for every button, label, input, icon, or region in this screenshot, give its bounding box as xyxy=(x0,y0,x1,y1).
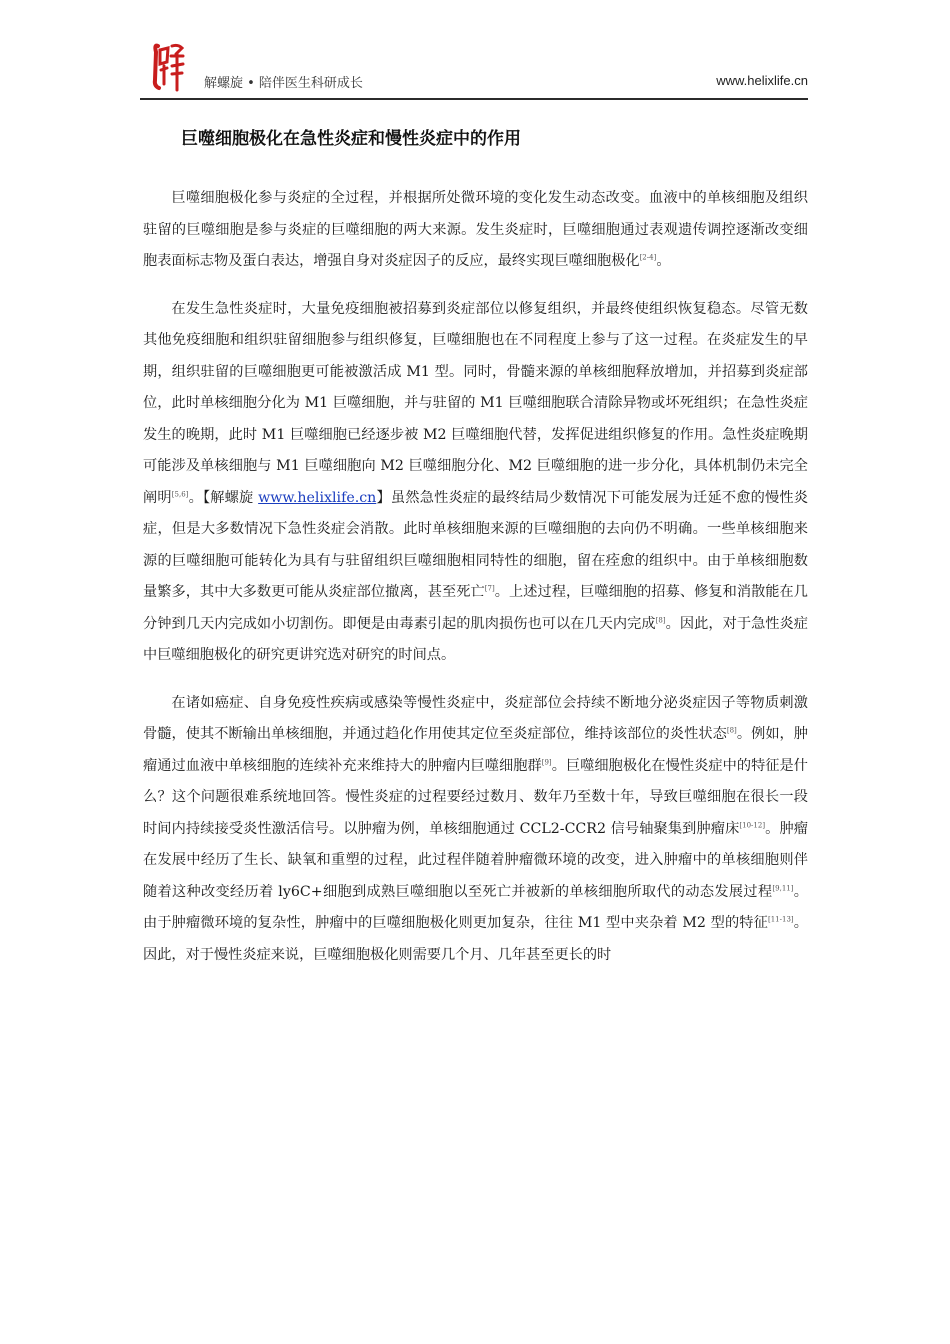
site-url[interactable]: www.helixlife.cn xyxy=(716,73,808,88)
paragraph-3: 在诸如癌症、自身免疫性疾病或感染等慢性炎症中，炎症部位会持续不断地分泌炎症因子等物质刺激骨髓，使其不断输出单核细胞，并通过趋化作用使其定位至炎症部位，维持该部位的炎性状态[8]。例如，肿瘤通过血液中单核细胞的连续补充来维持大的肿瘤内巨噬细胞群[9]。巨噬细胞极化在慢性炎症中的特征是什么？这个问题很难系统地回答。慢性炎症的过程要经过数月、数年乃至数十年，导致巨噬细胞在很长一段时间内持续接受炎性激活信号。以肿瘤为例，单核细胞通过 CCL2-CCR2 信号轴聚集到肿瘤床[10-12]。肿瘤在发展中经历了生长、缺氧和重塑的过程，此过程伴随着肿瘤微环境的改变，进入肿瘤中的单核细胞则伴随着这种改变经历着 ly6C+细胞到成熟巨噬细胞以至死亡并被新的单核细胞所取代的动态发展过程[9,11]。由于肿瘤微环境的复杂性，肿瘤中的巨噬细胞极化则更加复杂，往往 M1 型中夹杂着 M2 型的特征[11-13]。因此，对于慢性炎症来说，巨噬细胞极化则需要几个月、几年甚至更长的时 xyxy=(143,694,808,963)
citation: [8] xyxy=(655,615,666,624)
article-body xyxy=(143,183,808,987)
page-header xyxy=(140,36,808,100)
citation: [10-12] xyxy=(739,820,766,829)
citation: [11-13] xyxy=(767,915,794,924)
brand-slogan: 解螺旋 • 陪伴医生科研成长 xyxy=(204,76,363,91)
citation: [2-4] xyxy=(639,253,657,262)
paragraph-1: 巨噬细胞极化参与炎症的全过程，并根据所处微环境的变化发生动态改变。血液中的单核细胞及组织驻留的巨噬细胞是参与炎症的巨噬细胞的两大来源。发生炎症时，巨噬细胞通过表观遗传调控逐渐改变细胞表面标志物及蛋白表达，增强自身对炎症因子的反应，最终实现巨噬细胞极化[2-4]。 xyxy=(143,190,808,269)
citation: [5,6] xyxy=(171,489,189,498)
helixlife-link[interactable]: www.helixlife.cn xyxy=(258,489,377,506)
article-title: 巨噬细胞极化在急性炎症和慢性炎症中的作用 xyxy=(181,129,521,149)
citation: [9] xyxy=(541,757,552,766)
red-brush-seal-logo-icon xyxy=(150,40,186,92)
citation: [9,11] xyxy=(772,883,794,892)
citation: [7] xyxy=(484,584,495,593)
citation: [8] xyxy=(726,726,737,735)
paragraph-2: 在发生急性炎症时，大量免疫细胞被招募到炎症部位以修复组织，并最终使组织恢复稳态。尽管无数其他免疫细胞和组织驻留细胞参与组织修复，巨噬细胞也在不同程度上参与了这一过程。在炎症发生的早期，组织驻留的巨噬细胞更可能被激活成 M1 型。同时，骨髓来源的单核细胞释放增加，并招募到炎症部位，此时单核细胞分化为 M1 巨噬细胞，并与驻留的 M1 巨噬细胞联合清除异物或坏死组织；在急性炎症发生的晚期，此时 M1 巨噬细胞已经逐步被 M2 巨噬细胞代替，发挥促进组织修复的作用。急性炎症晚期可能涉及单核细胞与 M1 巨噬细胞向 M2 巨噬细胞分化、M2 巨噬细胞的进一步分化，具体机制仍未完全阐明[5,6]。【解螺旋 www.helixlife.cn】虽然急性炎症的最终结局少数情况下可能发展为迁延不愈的慢性炎症，但是大多数情况下急性炎症会消散。此时单核细胞来源的巨噬细胞的去向仍不明确。一些单核细胞来源的巨噬细胞可能转化为具有与驻留组织巨噬细胞相同特性的细胞，留在痊愈的组织中。由于单核细胞数量繁多，其中大多数更可能从炎症部位撤离，甚至死亡[7]。上述过程，巨噬细胞的招募、修复和消散能在几分钟到几天内完成如小切割伤。即便是由毒素引起的肌肉损伤也可以在几天内完成[8]。因此，对于急性炎症中巨噬细胞极化的研究更讲究选对研究的时间点。 xyxy=(143,300,808,663)
